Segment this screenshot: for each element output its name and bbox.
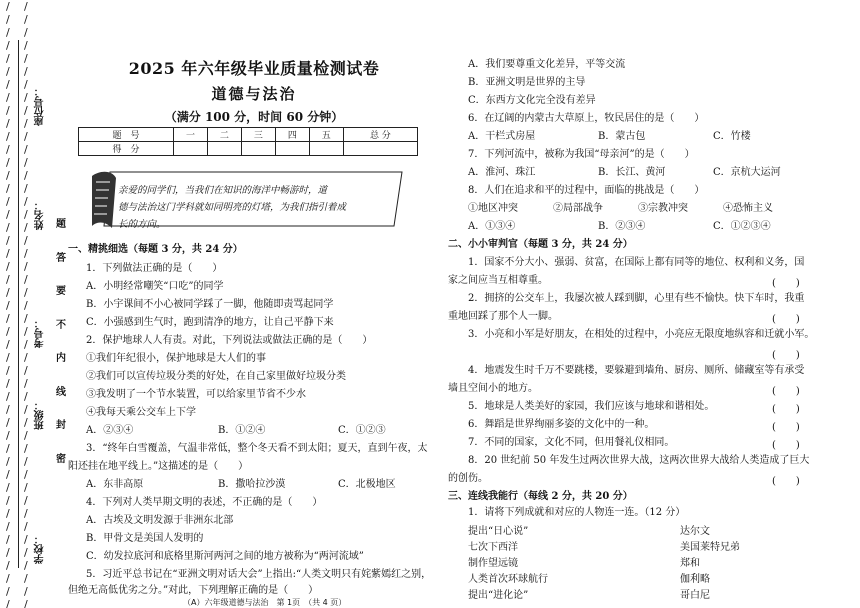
section-1-heading: 一、精挑细选（每题 3 分，共 24 分） — [68, 244, 243, 255]
judge-6: 6．舞蹈是世界绚丽多姿的文化中的一种。 — [468, 419, 655, 430]
score-cell[interactable] — [241, 142, 275, 156]
question-6-option-a: A．干栏式房屋 — [468, 131, 536, 142]
name-field-label: 姓名： — [35, 200, 46, 230]
judge-4-line-1: 4．地震发生时千万不要跳楼，要躲避到墙角、厨房、厕所、储藏室等有承受 — [468, 365, 805, 376]
school-field-label: 学校： — [35, 534, 46, 564]
score-cell[interactable] — [309, 142, 343, 156]
question-8-option-a: A．①③④ — [468, 221, 516, 232]
question-1-option-a: A．小明经常嘲笑“口吃”的同学 — [86, 281, 224, 292]
matching-left-1[interactable]: 提出“日心说” — [468, 526, 529, 537]
question-7: 7．下列河流中，被称为我国“母亲河”的是（ ） — [468, 149, 695, 160]
matching-right-4[interactable]: 伽利略 — [680, 574, 710, 585]
question-2: 2．保护地球人人有责。对此，下列说法或做法正确的是（ ） — [86, 335, 373, 346]
matching-right-2[interactable]: 美国莱特兄弟 — [680, 542, 740, 553]
judge-1-line-2: 家之间应当互相尊重。 — [448, 275, 548, 286]
question-8-item-3: ③宗教冲突 — [638, 203, 688, 214]
score-table — [78, 127, 418, 156]
matching-right-1[interactable]: 达尔文 — [680, 526, 710, 537]
judge-5: 5．地球是人类美好的家园，我们应该与地球和谐相处。 — [468, 401, 715, 412]
exam-title: 2025 年六年级毕业质量检测试卷 — [128, 59, 380, 78]
judge-3-line-1: 3．小亮和小军是好朋友，在相处的过程中，小亮应无限度地纵容和迁就小军。 — [468, 329, 815, 340]
question-5-option-b: B．亚洲文明是世界的主导 — [468, 77, 586, 88]
score-cell[interactable] — [207, 142, 241, 156]
question-2-item-3: ③我发明了一个节水装置，可以给家里节省不少水 — [86, 389, 306, 400]
judge-2-answer-blank[interactable]: ( ) — [772, 314, 800, 325]
question-4-option-b: B．甲骨文是美国人发明的 — [86, 533, 204, 544]
question-5-line-2: 但绝无高低优劣之分。”对此，下列理解正确的是（ ） — [68, 585, 319, 596]
question-3-option-b: B．撒哈拉沙漠 — [218, 479, 286, 490]
score-table-header-row: 题 号 一 二 三 四 五 总 分 — [79, 128, 418, 142]
section-3-heading: 三、连线我能行（每线 2 分，共 20 分） — [448, 491, 633, 502]
question-8-item-4: ④恐怖主义 — [723, 203, 773, 214]
matching-left-3[interactable]: 制作望远镜 — [468, 558, 518, 569]
matching-intro: 1．请将下列成就和对应的人物连一连。（12 分） — [468, 507, 686, 518]
judge-2-line-1: 2．拥挤的公交车上，我屡次被人踩到脚，心里有些不愉快。快下车时，我重 — [468, 293, 805, 304]
judge-7-answer-blank[interactable]: ( ) — [772, 440, 800, 451]
question-3-option-a: A．东非高原 — [86, 479, 144, 490]
question-3-line-2: 阳还挂在地平线上。”这描述的是（ ） — [68, 461, 249, 472]
section-2-heading: 二、小小审判官（每题 3 分，共 24 分） — [448, 239, 633, 250]
question-8-option-c: C．①②③④ — [713, 221, 771, 232]
matching-left-4[interactable]: 人类首次环球航行 — [468, 574, 548, 585]
question-2-item-1: ①我们年纪很小，保护地球是大人们的事 — [86, 353, 266, 364]
judge-8-line-1: 8．20 世纪前 50 年发生过两次世界大战，这两次世界大战给人类造成了巨大 — [468, 455, 810, 466]
matching-right-3[interactable]: 郑和 — [680, 558, 700, 569]
judge-1-answer-blank[interactable]: ( ) — [772, 278, 800, 289]
question-5-option-a: A．我们要尊重文化差异，平等交流 — [468, 59, 626, 70]
question-1-option-c: C．小强感到生气时，跑到清净的地方，让自己平静下来 — [86, 317, 334, 328]
question-1-option-b: B．小宇课间不小心被同学踩了一脚，他随即责骂起同学 — [86, 299, 334, 310]
question-2-item-2: ②我们可以宣传垃圾分类的好处，在自己家里做好垃圾分类 — [86, 371, 346, 382]
question-6: 6．在辽阔的内蒙古大草原上，牧民居住的是（ ） — [468, 113, 705, 124]
question-4-option-c: C．幼发拉底河和底格里斯河两河之间的地方被称为“两河流域” — [86, 551, 364, 562]
fold-line — [18, 40, 19, 568]
question-8-item-1: ①地区冲突 — [468, 203, 518, 214]
question-5-option-c: C．东西方文化完全没有差异 — [468, 95, 596, 106]
subject-title: 道德与法治 — [211, 85, 297, 103]
question-2-option-c: C．①②③ — [338, 425, 386, 436]
score-cell[interactable] — [174, 142, 208, 156]
score-cell[interactable] — [275, 142, 309, 156]
judge-6-answer-blank[interactable]: ( ) — [772, 422, 800, 433]
cut-line-right: / / / / / / / / / / / / / / / / / / / / / / / / / / / / / / / / / / / / / / / / / / / / / / / — [24, 0, 28, 608]
cut-line-left: / / / / / / / / / / / / / / / / / / / / / / / / / / / / / / / / / / / / / / / / / / / / / / / — [6, 0, 10, 608]
question-8: 8．人们在追求和平的过程中，面临的挑战是（ ） — [468, 185, 705, 196]
question-2-item-4: ④我每天乘公交车上下学 — [86, 407, 196, 418]
judge-8-line-2: 的创伤。 — [448, 473, 488, 484]
judge-4-answer-blank[interactable]: ( ) — [772, 386, 800, 397]
matching-left-5[interactable]: 提出“进化论” — [468, 590, 529, 601]
page-1-footer: （A）六年级道德与法治 第 1页 （共 4 页） — [183, 598, 347, 607]
judge-2-line-2: 重地回踩了那个人一脚。 — [448, 311, 558, 322]
judge-3-answer-blank[interactable]: ( ) — [772, 350, 800, 361]
judge-8-answer-blank[interactable]: ( ) — [772, 476, 800, 487]
score-time-note: （满分 100 分，时间 60 分钟） — [164, 110, 344, 124]
question-2-option-b: B．①②④ — [218, 425, 266, 436]
judge-1-line-1: 1．国家不分大小、强弱、贫富，在国际上都有同等的地位、权利和义务，国 — [468, 257, 805, 268]
question-7-option-c: C．京杭大运河 — [713, 167, 781, 178]
seat-field-label: 座位号： — [35, 86, 46, 126]
judge-5-answer-blank[interactable]: ( ) — [772, 404, 800, 415]
intro-message: 亲爱的同学们，当我们在知识的海洋中畅游时，道 德与法治这门学科就如同明亮的灯塔，为我们指引着成 长的方向。 — [118, 185, 347, 230]
question-4: 4．下列对人类早期文明的表述，不正确的是（ ） — [86, 497, 323, 508]
score-table-score-row: 得 分 — [79, 142, 418, 156]
question-8-item-2: ②局部战争 — [553, 203, 603, 214]
question-5-line-1: 5．习近平总书记在“亚洲文明对话大会”上指出:“人类文明只有姹紫嫣红之别， — [86, 569, 432, 580]
question-3-line-1: 3．“终年白雪覆盖，气温非常低，整个冬天看不到太阳；夏天，直到午夜，太 — [86, 443, 428, 454]
seal-line-warning: 题 答 要 不 内 线 封 密 — [56, 219, 66, 465]
question-1: 1．下列做法正确的是（ ） — [86, 263, 223, 274]
exam-no-field-label: 考号： — [35, 318, 46, 348]
judge-7: 7．不同的国家，文化不同，但用餐礼仪相同。 — [468, 437, 675, 448]
question-6-option-c: C．竹楼 — [713, 131, 751, 142]
class-field-label: 班级： — [35, 400, 46, 430]
score-cell[interactable] — [343, 142, 417, 156]
question-4-option-a: A．古埃及文明发源于非洲东北部 — [86, 515, 234, 526]
question-6-option-b: B．蒙古包 — [598, 131, 646, 142]
question-3-option-c: C．北极地区 — [338, 479, 396, 490]
matching-right-5[interactable]: 哥白尼 — [680, 590, 710, 601]
question-2-option-a: A．②③④ — [86, 425, 134, 436]
question-7-option-a: A．淮河、珠江 — [468, 167, 536, 178]
judge-4-line-2: 墙且空间小的地方。 — [448, 383, 538, 394]
matching-left-2[interactable]: 七次下西洋 — [468, 542, 518, 553]
binding-margin — [0, 0, 44, 608]
question-7-option-b: B．长江、黄河 — [598, 167, 666, 178]
question-8-option-b: B．②③④ — [598, 221, 646, 232]
